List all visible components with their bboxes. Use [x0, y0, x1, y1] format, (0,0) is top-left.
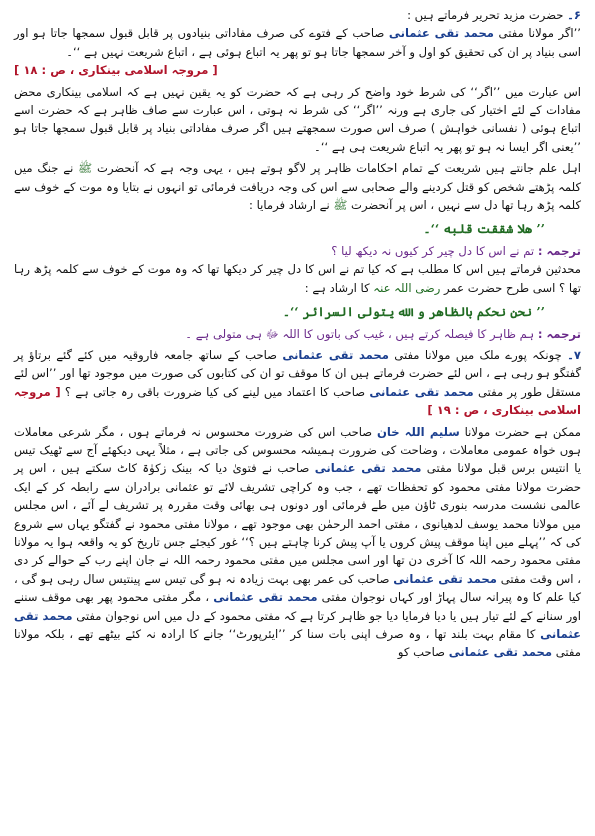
paragraph-text: صاحب اس کی ضرورت محسوس نہ فرماتے ہوں ، مگر شرعی معاملات ہوں خواہ عمومی معاملات ، وضاحت کی ضرورت ہمیشہ محسوس کی جاتی ہے ، مثلاً یہی دیکھئے آج سے ٹھیک تیس یا انتیس برس قبل مولانا مفتی	[14, 424, 581, 476]
paragraph-text: اہل علم جانتے ہیں شریعت کے تمام احکامات ظاہر پر لاگو ہوتے ہیں ، یہی وجہ ہے کہ آنحضرت	[92, 161, 581, 176]
paragraph	[14, 159, 581, 214]
paragraph-text: کا ارشاد ہے :	[304, 280, 374, 295]
paragraph-text: کا مقام بہت بلند تھا ، وہ صرف اپنی بات سنا کر ’’ایئرپورٹ‘‘ جانے کا ارادہ نہ کئے بیٹھے تھے ، بلکہ مولانا مفتی	[14, 627, 581, 660]
translation-text: ہم ظاہر کا فیصلہ کرتے ہیں ، غیب کی باتوں کا اللہ ﷻ ہی متولی ہے ۔	[185, 326, 538, 341]
highlighted-name: محمد تقی عثمانی	[213, 590, 318, 605]
highlighted-name: محمد تقی عثمانی	[314, 461, 422, 476]
translation-label: ترجمہ :	[537, 326, 581, 341]
paragraph-text: ممکن ہے حضرت مولانا	[459, 424, 581, 439]
highlighted-name: محمد تقی عثمانی	[14, 608, 581, 641]
section7-paragraph	[14, 346, 581, 420]
honorific-glyph: رضی اللہ عنہ	[373, 280, 441, 295]
paragraph-text: نے جنگ میں کلمہ پڑھتے شخص کو قتل کردینے والے صحابی سے اس کی وجہ دریافت فرمائی تو انہوں نے بتایا وہ موت کے خوف سے کلمہ پڑھ رہا تھا دل سے نہیں ، اس پر آنحضرت	[14, 161, 581, 213]
paragraph-text: صاحب کو	[397, 645, 449, 660]
paragraph-text: صاحب کا اعتماد میں لینے کی کیا ضرورت باقی رہ جاتی ہے ؟	[64, 384, 370, 399]
section-number: ۷۔	[567, 347, 581, 362]
paragraph-text: محدثین فرماتے ہیں اس کا مطلب ہے کہ کیا تم نے اس کا دل چیر کر دیکھا تھا کہ وہ موت کے خوف سے کلمہ پڑھ رہا تھا ؟ اسی طرح حضرت عمر	[14, 262, 581, 295]
highlighted-name: سلیم اللہ خان	[376, 424, 460, 439]
highlighted-name: محمد تقی عثمانی	[393, 571, 497, 586]
highlighted-name: محمد تقی عثمانی	[282, 347, 389, 362]
reference-citation: [ مروجہ اسلامی بینکاری ، ص : ۱۸ ]	[14, 63, 218, 78]
paragraph-text: چونکہ پورے ملک میں مولانا مفتی	[388, 347, 568, 362]
section6-intro	[14, 6, 581, 24]
paragraph-text: صاحب کی عمر بھی بہت زیادہ نہ ہو گی تیس سے پینتیس سال رہی ہو گی ، کیا علم کا وہ پیرانہ سال پہاڑ اور کہاں نوجوان مفتی	[14, 571, 581, 605]
salutation-glyph: ﷺ	[333, 198, 348, 213]
section-number: ۶۔	[567, 8, 581, 22]
arabic-quote: ’’ ھلا شققت قلبه ‘‘۔	[423, 221, 545, 237]
quote-text: صاحب کے فتوے کی صرف مفاداتی بنیادوں پر قابل قبول سمجھا جاتا ہو اور اسی بنیاد پر ان کی تحقیق کو اول و آخر سمجھا جاتا ہو تو پھر یہ اتباع ہوئی ہے ، اتباع شریعت نہیں ہے ‘‘۔	[14, 26, 581, 59]
paragraph-text: صاحب کے ساتھ جامعہ فاروقیہ میں کئے گئے برتاؤ پر گفتگو ہو رہی ہے ، اس لئے حضرت فرماتے ہیں ان کا موقف تو ان کی کتابوں کی صورت میں موجود تھا اور ’’اس لئے مستقل طور پر مفتی	[14, 347, 581, 399]
highlighted-name: محمد تقی عثمانی	[369, 384, 474, 399]
quote-text: ’’اگر مولانا مفتی	[494, 26, 581, 41]
translation	[14, 242, 581, 260]
salutation-glyph: ﷺ	[78, 161, 93, 176]
highlighted-name: محمد تقی عثمانی	[388, 26, 494, 41]
reference-citation: [ مروجہ اسلامی بینکاری ، ص : ۱۹ ]	[14, 384, 581, 418]
translation-text: تم نے اس کا دل چیر کر کیوں نہ دیکھ لیا ؟	[331, 243, 538, 258]
translation	[14, 325, 581, 343]
paragraph	[14, 260, 581, 297]
paragraph	[14, 423, 581, 662]
paragraph: اس عبارت میں ’’اگر‘‘ کی شرط خود واضح کر رہی ہے کہ حضرت کو یہ یقین نہیں ہے کہ اسلامی بینکاری محض مفادات کے لئے اختیار کی جاری ہے ورنہ ’’اگر‘‘ کی شرط نہ ہوتی ، اس عبارت سے صاف ظاہر ہے کہ حضرت اسے اتباع ہوئی ( نفسانی خواہش ) صرف اس صورت سمجھتے ہیں اگر صرف مفاداتی بنیاد پر قابل قبول سمجھا جاتا ہو ’’یعنی اگر ایسا نہ ہو تو پھر یہ اتباع شریعت ہی ہے ‘‘۔	[14, 84, 581, 154]
highlighted-name: محمد تقی عثمانی	[448, 645, 553, 660]
paragraph-text: صاحب نے فتویٰ دیا کہ بینک زکوٰۃ کاٹ سکتے ہیں ، اس پر حضرت مولانا مفتی محمود کو تحفظات تھے ، جب وہ کراچی تشریف لائے تو عثمانی برادران سے رابطہ کر کے ایک عالمی نشست مدرسہ بنوری ٹاؤن میں طے فرمائی اور دونوں ہی بھائی وقت مقررہ پر تشریف لے آئے ، اس مجلس میں مولانا محمد یوسف لدھیانوی ، مفتی احمد الرحمٰن بھی موجود تھے ، مولانا مفتی محمود نے گفتگو یہاں سے شروع کی کہ ’’پہلے میں اپنا موقف پیش کروں یا آپ پیش کرنا چاہتے ہیں ؟‘‘ غور کیجئے جس تاریخ کو یہ واقعہ ہوا یہ مولانا مفتی محمود رحمہ اللہ کا آخری دن تھا اور اسی مجلس میں مفتی محمود رحمہ اللہ نے جان اپنے رب کے حوالے کر دی ، اس وقت مفتی	[14, 461, 582, 586]
arabic-quote: ’’ نحن نحكم بالظاهر و الله يتولى السرائر ‘‘۔	[282, 304, 545, 320]
paragraph-text: ، مگر مفتی محمود پھر بھی موقف سننے اور سنانے کے لئے تیار ہیں یا دیا فرمایا دیا جو ظاہر کرتا ہے کہ مفتی محمود کے دل میں اس نوجوان مفتی	[14, 590, 581, 623]
paragraph-text: نے ارشاد فرمایا :	[249, 198, 334, 213]
translation-label: ترجمہ :	[537, 243, 581, 258]
quote-paragraph	[14, 24, 581, 61]
intro-text: حضرت مزید تحریر فرماتے ہیں :	[407, 8, 564, 22]
